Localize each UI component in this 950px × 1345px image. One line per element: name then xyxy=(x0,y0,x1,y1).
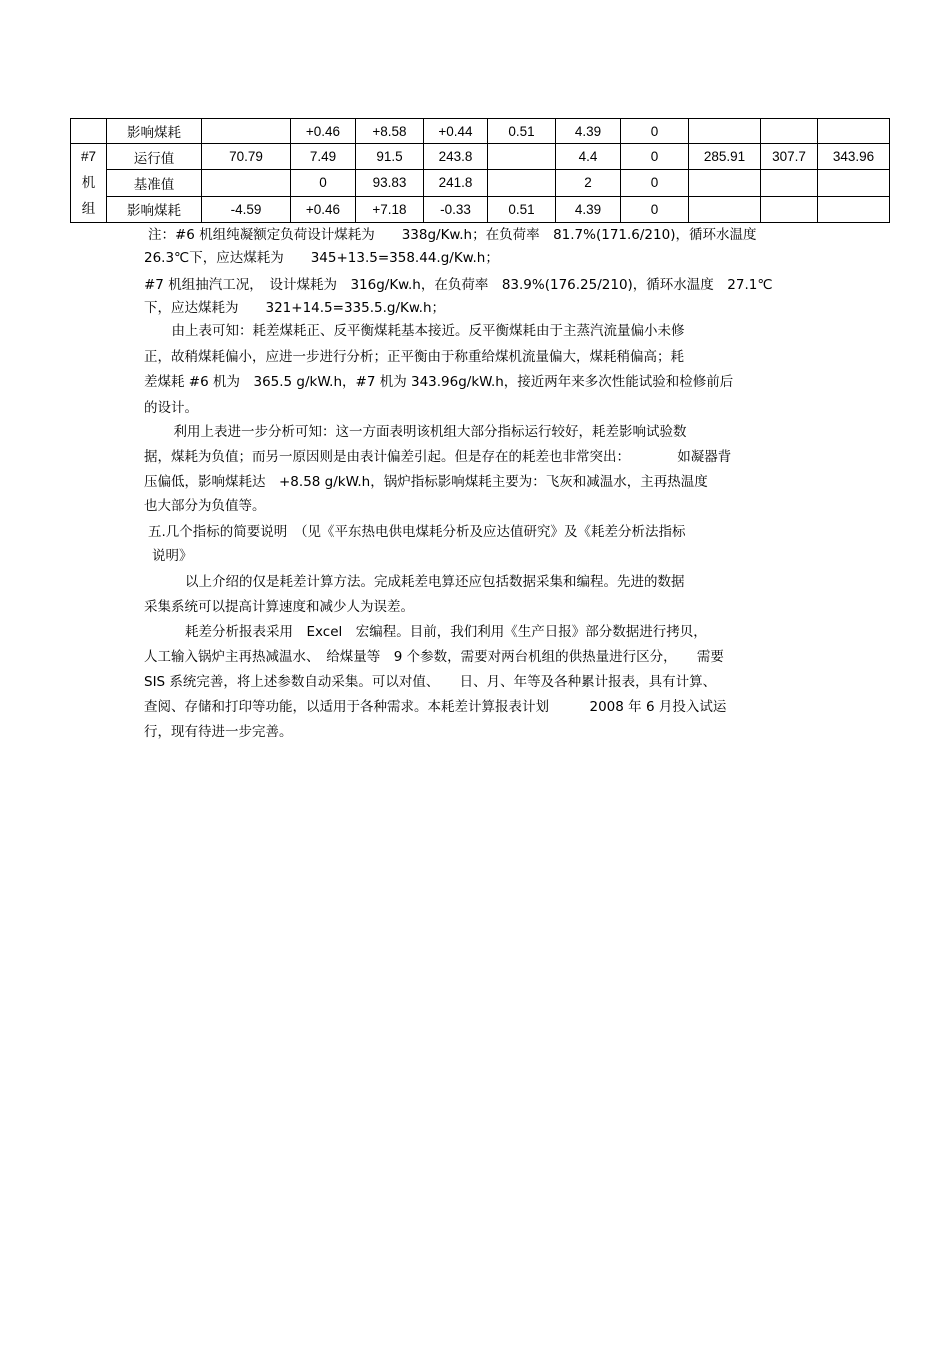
table-cell: 91.5 xyxy=(356,144,424,170)
coal-consumption-table xyxy=(70,118,890,223)
group-line: 组 xyxy=(81,201,96,216)
table-cell: +8.58 xyxy=(356,119,424,144)
table-cell: 0 xyxy=(621,144,689,170)
text-line: 的设计。 xyxy=(144,400,198,416)
text-line: SIS 系统完善，将上述参数自动采集。可以对值、 日、月、年等及各种累计报表，具有计算、 xyxy=(144,674,717,690)
table-cell xyxy=(761,170,818,196)
text-line: 人工输入锅炉主再热减温水、 给煤量等 9 个参数，需要对两台机组的供热量进行区分， 需要 xyxy=(144,649,724,665)
unit-7-group-cell xyxy=(71,144,107,223)
text-line: 下，应达煤耗为 321+14.5=335.5.g/Kw.h； xyxy=(144,300,446,316)
table-cell: 0 xyxy=(621,170,689,196)
table-row xyxy=(71,119,890,144)
table-cell: -0.33 xyxy=(424,196,488,222)
text-line: 26.3℃下，应达煤耗为 345+13.5=358.44.g/Kw.h； xyxy=(144,250,499,266)
group-line: 机 xyxy=(81,175,96,190)
table-cell xyxy=(761,196,818,222)
table-cell: 4.4 xyxy=(556,144,621,170)
text-line: 压偏低，影响煤耗达 +8.58 g/kW.h，锅炉指标影响煤耗主要为：飞灰和减温水，主再热温度 xyxy=(144,474,708,490)
table-cell xyxy=(202,170,291,196)
table-cell xyxy=(818,119,890,144)
table-cell: 4.39 xyxy=(556,119,621,144)
text-line: 查阅、存储和打印等功能，以适用于各种需求。本耗差计算报表计划 2008 年 6 月投入试运 xyxy=(144,699,727,715)
table-cell xyxy=(689,170,761,196)
table-cell xyxy=(761,119,818,144)
table-cell xyxy=(488,170,556,196)
text-line: 由上表可知：耗差煤耗正、反平衡煤耗基本接近。反平衡煤耗由于主蒸汽流量偏小未修 xyxy=(158,323,685,339)
table-cell xyxy=(488,144,556,170)
table-cell: 0 xyxy=(291,170,356,196)
section-heading: 五.几个指标的简要说明 （见《平东热电供电煤耗分析及应达值研究》及《耗差分析法指标 xyxy=(148,524,686,540)
table-cell: 241.8 xyxy=(424,170,488,196)
text-line: 利用上表进一步分析可知：这一方面表明该机组大部分指标运行较好，耗差影响试验数 xyxy=(160,424,687,440)
table-row xyxy=(71,196,890,222)
row-label: 影响煤耗 xyxy=(107,119,202,144)
text-line: 说明》 xyxy=(152,548,193,564)
row-label: 基准值 xyxy=(107,170,202,196)
text-line: 正，故稍煤耗偏小，应进一步进行分析；正平衡由于称重给煤机流量偏大，煤耗稍偏高；耗 xyxy=(144,349,684,365)
table-row xyxy=(71,170,890,196)
table-row xyxy=(71,144,890,170)
text-line: 差煤耗 #6 机为 365.5 g/kW.h，#7 机为 343.96g/kW.h，接近两年来多次性能试验和检修前后 xyxy=(144,374,734,390)
table-cell: +0.46 xyxy=(291,119,356,144)
row-label: 影响煤耗 xyxy=(107,196,202,222)
table-cell: 2 xyxy=(556,170,621,196)
text-line: 采集系统可以提高计算速度和减少人为误差。 xyxy=(144,599,414,615)
table-cell: +0.46 xyxy=(291,196,356,222)
table-cell xyxy=(202,119,291,144)
table-cell xyxy=(689,196,761,222)
table-cell: 285.91 xyxy=(689,144,761,170)
text-line: 耗差分析报表采用 Excel 宏编程。目前，我们利用《生产日报》部分数据进行拷贝， xyxy=(158,624,707,640)
text-line: 也大部分为负值等。 xyxy=(144,498,266,514)
text-line: #7 机组抽汽工况， 设计煤耗为 316g/Kw.h，在负荷率 83.9%(176.25/210)，循环水温度 27.1℃ xyxy=(144,277,773,293)
table-cell: 4.39 xyxy=(556,196,621,222)
table-cell: 93.83 xyxy=(356,170,424,196)
table-cell: 0.51 xyxy=(488,119,556,144)
table-cell: 307.7 xyxy=(761,144,818,170)
row-label: 运行值 xyxy=(107,144,202,170)
table-cell xyxy=(818,196,890,222)
table-cell: 0.51 xyxy=(488,196,556,222)
text-line: 注：#6 机组纯凝额定负荷设计煤耗为 338g/Kw.h；在负荷率 81.7%(171.6/210)，循环水温度 xyxy=(148,227,757,243)
table-cell: -4.59 xyxy=(202,196,291,222)
text-line: 以上介绍的仅是耗差计算方法。完成耗差电算还应包括数据采集和编程。先进的数据 xyxy=(158,574,685,590)
group-cell xyxy=(71,119,107,144)
table-cell: 70.79 xyxy=(202,144,291,170)
table-cell xyxy=(818,170,890,196)
text-line: 行，现有待进一步完善。 xyxy=(144,724,293,740)
table-cell: 7.49 xyxy=(291,144,356,170)
table-cell: 0 xyxy=(621,196,689,222)
group-line: #7 xyxy=(80,149,97,164)
table-cell: 0 xyxy=(621,119,689,144)
text-line: 据，煤耗为负值；而另一原因则是由表计偏差引起。但是存在的耗差也非常突出： 如凝器背 xyxy=(144,449,732,465)
table-cell: +7.18 xyxy=(356,196,424,222)
table-cell: 243.8 xyxy=(424,144,488,170)
table-cell xyxy=(689,119,761,144)
table-cell: 343.96 xyxy=(818,144,890,170)
table-cell: +0.44 xyxy=(424,119,488,144)
